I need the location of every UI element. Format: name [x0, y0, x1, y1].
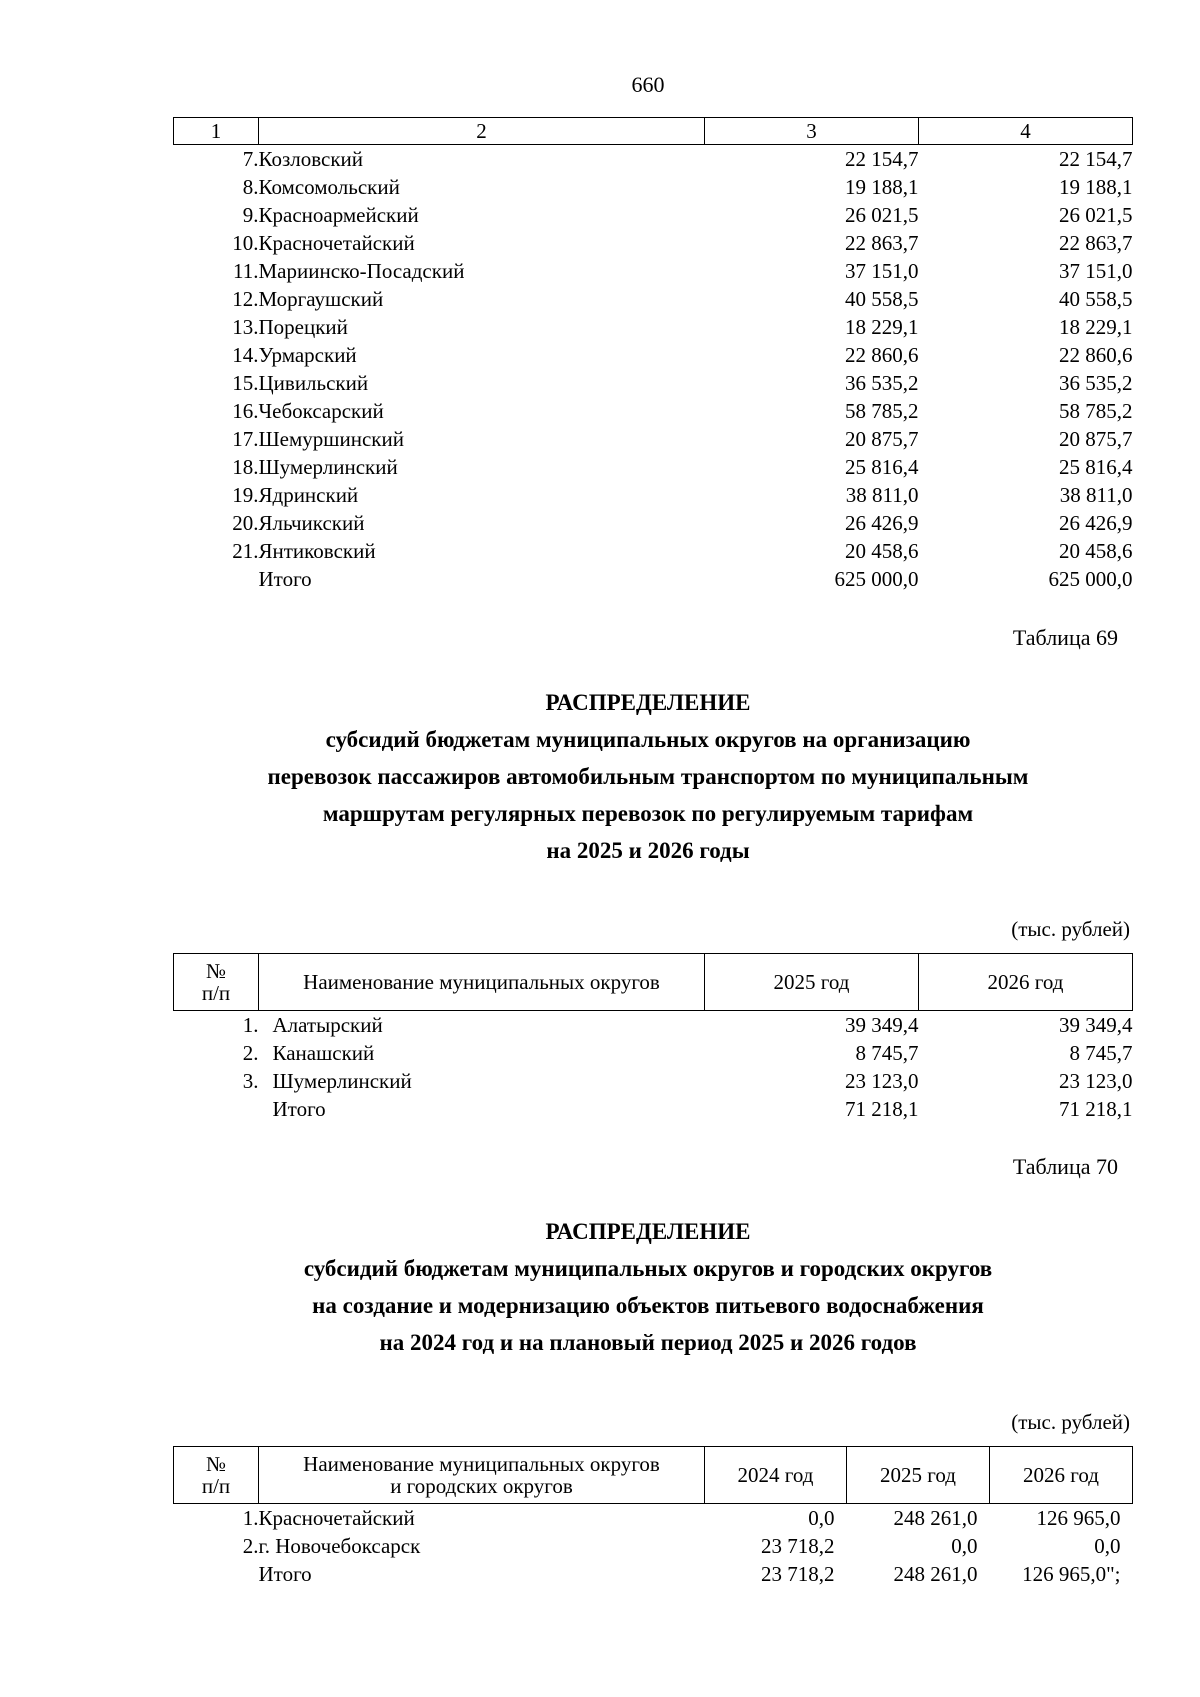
column-number-2: 2: [259, 118, 705, 145]
row-number: 16.: [232, 398, 259, 423]
row-number: 19.: [232, 482, 259, 507]
table-label-70: Таблица 70: [1012, 1154, 1118, 1179]
row-value-c3: 625 000,0: [834, 566, 919, 591]
row-number: 13.: [232, 314, 259, 339]
header-2026: 2026 год: [990, 1447, 1133, 1504]
row-number: 11.: [233, 258, 259, 283]
row-number: 15.: [232, 370, 259, 395]
table-row: [174, 509, 1133, 537]
table-continuation: [173, 117, 1133, 593]
row-number: 17.: [232, 426, 259, 451]
table-row: [174, 1095, 1133, 1123]
row-value-y2024: 23 718,2: [761, 1533, 835, 1558]
section-subtitle-line: на 2025 и 2026 годы: [546, 838, 750, 863]
row-name: Шумерлинский: [258, 454, 398, 479]
row-value-c3: 18 229,1: [845, 314, 919, 339]
row-value-c4: 26 021,5: [1059, 202, 1133, 227]
table-body: [174, 1011, 1133, 1124]
table-row: [174, 369, 1133, 397]
row-number: 14.: [232, 342, 259, 367]
row-number: 8.: [242, 174, 259, 199]
row-name: Козловский: [258, 146, 364, 171]
row-name: Янтиковский: [258, 538, 376, 563]
row-name: Комсомольский: [258, 174, 400, 199]
row-value-y2025: 248 261,0: [893, 1561, 978, 1586]
row-value-c3: 26 021,5: [845, 202, 919, 227]
row-value-c3: 22 860,6: [845, 342, 919, 367]
row-number: 1.: [242, 1505, 259, 1530]
header-number: [174, 954, 259, 1011]
table-header: [174, 954, 1133, 1011]
row-value-y2025: 8 745,7: [855, 1040, 919, 1065]
header-2025: 2025 год: [847, 1447, 990, 1504]
row-number: 20.: [232, 510, 259, 535]
row-value-c3: 25 816,4: [845, 454, 919, 479]
row-value-c4: 22 154,7: [1059, 146, 1133, 171]
table-header: [174, 1447, 1133, 1504]
row-name: Мариинско-Посадский: [258, 258, 465, 283]
row-number: 10.: [232, 230, 259, 255]
units-label: (тыс. рублей): [1011, 917, 1130, 941]
table-row: [174, 425, 1133, 453]
header-name: Наименование муниципальных округов: [259, 954, 705, 1011]
row-value-c3: 37 151,0: [845, 258, 919, 283]
table-body: [174, 1504, 1133, 1589]
table-row: [174, 397, 1133, 425]
row-name: Моргаушский: [258, 286, 384, 311]
row-name: Яльчикский: [258, 510, 365, 535]
header-2024: 2024 год: [705, 1447, 847, 1504]
row-number: 1.: [242, 1012, 259, 1037]
table-row: [174, 1039, 1133, 1067]
row-value-c3: 36 535,2: [845, 370, 919, 395]
table-row: [174, 537, 1133, 565]
header-name-text: Наименование муниципальных округов и городских округов: [303, 1452, 660, 1498]
table-body: [174, 145, 1133, 594]
row-value-y2026: 126 965,0";: [1022, 1561, 1121, 1586]
row-value-y2024: 23 718,2: [761, 1561, 835, 1586]
header-name: [259, 1447, 705, 1504]
row-value-c4: 26 426,9: [1059, 510, 1133, 535]
row-value-c4: 22 860,6: [1059, 342, 1133, 367]
row-value-y2026: 71 218,1: [1059, 1096, 1133, 1121]
section-subtitle-line: на 2024 год и на плановый период 2025 и 2026 годов: [379, 1330, 917, 1355]
column-number-4: 4: [919, 118, 1133, 145]
row-name: Чебоксарский: [258, 398, 384, 423]
row-value-c3: 22 863,7: [845, 230, 919, 255]
row-number: 12.: [232, 286, 259, 311]
row-value-y2025: 39 349,4: [845, 1012, 919, 1037]
row-number: 7.: [242, 146, 259, 171]
header-2025: 2025 год: [705, 954, 919, 1011]
row-name: Итого: [258, 1561, 312, 1586]
row-value-c3: 22 154,7: [845, 146, 919, 171]
table-row: [174, 257, 1133, 285]
row-name: Цивильский: [258, 370, 369, 395]
row-value-y2025: 71 218,1: [845, 1096, 919, 1121]
table-header: [174, 118, 1133, 145]
row-value-c4: 36 535,2: [1059, 370, 1133, 395]
row-name: Канашский: [272, 1040, 375, 1065]
row-number: 2.: [242, 1040, 259, 1065]
table-row: [174, 285, 1133, 313]
header-number-text: № п/п: [201, 959, 231, 1005]
table-label-69: Таблица 69: [1012, 625, 1118, 650]
row-value-c3: 58 785,2: [845, 398, 919, 423]
table-row: [174, 341, 1133, 369]
table-row: [174, 565, 1133, 593]
row-value-y2024: 0,0: [808, 1505, 835, 1530]
section-subtitle-line: маршрутам регулярных перевозок по регулируемым тарифам: [322, 801, 974, 826]
row-name: Красноармейский: [258, 202, 419, 227]
row-value-c3: 40 558,5: [845, 286, 919, 311]
row-value-c4: 22 863,7: [1059, 230, 1133, 255]
section-subtitle-line: субсидий бюджетам муниципальных округов и городских округов: [303, 1256, 993, 1281]
section-subtitle-line: перевозок пассажиров автомобильным транспортом по муниципальным: [267, 764, 1029, 789]
row-number: 9.: [242, 202, 259, 227]
table-row: [174, 229, 1133, 257]
table-row: [174, 1067, 1133, 1095]
row-value-y2026: 39 349,4: [1059, 1012, 1133, 1037]
row-value-c4: 625 000,0: [1048, 566, 1133, 591]
row-value-c3: 20 458,6: [845, 538, 919, 563]
row-value-y2026: 126 965,0: [1036, 1505, 1121, 1530]
row-name: Урмарский: [258, 342, 357, 367]
row-value-c4: 25 816,4: [1059, 454, 1133, 479]
column-number-3: 3: [705, 118, 919, 145]
table-row: [174, 1011, 1133, 1040]
row-value-c4: 18 229,1: [1059, 314, 1133, 339]
row-value-y2026: 23 123,0: [1059, 1068, 1133, 1093]
row-name: Ядринский: [258, 482, 359, 507]
row-value-c3: 38 811,0: [845, 482, 919, 507]
header-2026: 2026 год: [919, 954, 1133, 1011]
row-value-y2025: 248 261,0: [893, 1505, 978, 1530]
section-title-69: РАСПРЕДЕЛЕНИЕ: [545, 690, 751, 715]
units-label: (тыс. рублей): [1011, 1410, 1130, 1434]
row-number: [174, 1095, 259, 1123]
row-value-c3: 26 426,9: [845, 510, 919, 535]
table-70: [173, 1446, 1133, 1588]
row-name: Алатырский: [272, 1012, 383, 1037]
row-value-y2026: 0,0: [1094, 1533, 1121, 1558]
row-name: Шемуршинский: [258, 426, 404, 451]
row-name: Порецкий: [258, 314, 348, 339]
row-number: [174, 1560, 259, 1588]
table-row: [174, 1560, 1133, 1588]
row-value-c4: 20 875,7: [1059, 426, 1133, 451]
table-row: [174, 1532, 1133, 1560]
row-value-c4: 37 151,0: [1059, 258, 1133, 283]
row-number: 2.: [242, 1533, 259, 1558]
row-value-c4: 20 458,6: [1059, 538, 1133, 563]
page-number: 660: [631, 72, 665, 97]
table-row: [174, 453, 1133, 481]
table-row: [174, 313, 1133, 341]
row-name: Красночетайский: [258, 1505, 415, 1530]
row-name: Красночетайский: [258, 230, 415, 255]
table-row: [174, 173, 1133, 201]
row-value-y2026: 8 745,7: [1069, 1040, 1133, 1065]
row-name: Итого: [272, 1096, 326, 1121]
row-value-c4: 38 811,0: [1059, 482, 1133, 507]
row-value-c4: 58 785,2: [1059, 398, 1133, 423]
row-name: Итого: [258, 566, 312, 591]
header-number: [174, 1447, 259, 1504]
row-number: [174, 565, 259, 593]
row-value-y2025: 23 123,0: [845, 1068, 919, 1093]
row-value-c4: 19 188,1: [1059, 174, 1133, 199]
row-name: Шумерлинский: [272, 1068, 412, 1093]
table-row: [174, 145, 1133, 174]
section-subtitle-line: субсидий бюджетам муниципальных округов на организацию: [325, 727, 971, 752]
table-row: [174, 1504, 1133, 1533]
column-number-1: 1: [174, 118, 259, 145]
header-number-text: № п/п: [201, 1452, 231, 1498]
row-value-c3: 20 875,7: [845, 426, 919, 451]
row-number: 18.: [232, 454, 259, 479]
table-row: [174, 201, 1133, 229]
section-subtitle-line: на создание и модернизацию объектов питьевого водоснабжения: [312, 1293, 984, 1318]
row-value-c3: 19 188,1: [845, 174, 919, 199]
row-number: 21.: [232, 538, 259, 563]
row-value-c4: 40 558,5: [1059, 286, 1133, 311]
row-value-y2025: 0,0: [951, 1533, 978, 1558]
row-name: г. Новочебоксарск: [258, 1533, 421, 1558]
section-title-70: РАСПРЕДЕЛЕНИЕ: [545, 1219, 751, 1244]
table-row: [174, 481, 1133, 509]
table-69: [173, 953, 1133, 1123]
row-number: 3.: [242, 1068, 259, 1093]
